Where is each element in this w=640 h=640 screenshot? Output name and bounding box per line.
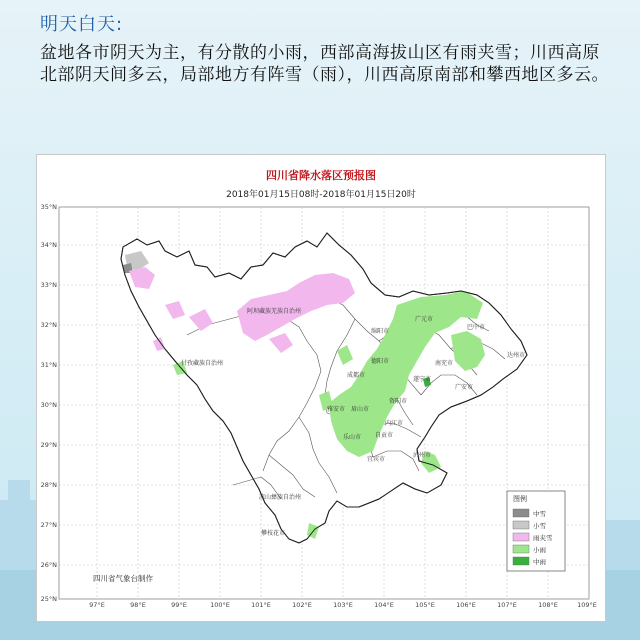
region-label-ziyang: 资阳市: [389, 398, 408, 405]
lat-label: 31°N: [40, 361, 57, 369]
map-canvas: [37, 155, 605, 621]
region-label-aba: 阿坝藏族羌族自治州: [247, 308, 302, 315]
forecast-heading: 明天白天:: [40, 14, 124, 35]
lat-label: 29°N: [40, 441, 57, 449]
region-label-guangyuan: 广元市: [415, 316, 434, 323]
latitude-labels: [41, 203, 58, 603]
longitude-labels: [89, 601, 597, 609]
legend-label: 中雨: [533, 558, 546, 566]
legend-label: 雨夹雪: [533, 534, 553, 542]
legend-swatch: [513, 521, 529, 529]
region-label-nanchong: 南充市: [435, 360, 454, 367]
legend-swatch: [513, 533, 529, 541]
lon-label: 102°E: [292, 601, 312, 609]
region-label-yibin: 宜宾市: [367, 456, 386, 463]
lon-label: 105°E: [415, 601, 435, 609]
legend-swatch: [513, 545, 529, 553]
forecast-description: 盆地各市阴天为主，有分散的小雨，西部高海拔山区有雨夹雪；川西高原北部阴天间多云，局部地方有阵雪（雨），川西高原南部和攀西地区多云。: [40, 43, 609, 85]
lat-label: 25°N: [40, 595, 57, 603]
legend-title: 图例: [513, 495, 527, 503]
lon-label: 107°E: [497, 601, 517, 609]
map-title: 四川省降水落区预报图: [266, 169, 376, 182]
lat-label: 33°N: [40, 281, 57, 289]
lat-label: 27°N: [40, 521, 57, 529]
region-label-deyang: 德阳市: [371, 358, 390, 365]
region-label-chengdu: 成都市: [347, 372, 366, 379]
region-label-zigong: 自贡市: [375, 432, 394, 439]
lon-label: 97°E: [89, 601, 105, 609]
lat-label: 34°N: [40, 241, 57, 249]
lon-label: 104°E: [374, 601, 394, 609]
lat-label: 32°N: [40, 321, 57, 329]
legend-label: 小雨: [533, 546, 546, 554]
lon-label: 100°E: [210, 601, 230, 609]
legend-swatch: [513, 509, 529, 517]
region-label-bazhong: 巴中市: [467, 324, 486, 331]
legend-label: 小雪: [533, 522, 546, 530]
lon-label: 106°E: [456, 601, 476, 609]
map-subtitle: 2018年01月15日08时-2018年01月15日20时: [226, 190, 416, 200]
lat-label: 26°N: [40, 561, 57, 569]
region-label-mianyang: 绵阳市: [371, 328, 390, 335]
lat-label: 30°N: [40, 401, 57, 409]
map-credit: 四川省气象台制作: [93, 574, 153, 583]
region-label-luzhou: 泸州市: [413, 452, 432, 459]
legend-swatch: [513, 557, 529, 565]
region-label-ganzi: 甘孜藏族自治州: [181, 360, 224, 367]
map-legend: [507, 491, 565, 571]
region-label-guangan: 广安市: [455, 384, 474, 391]
precipitation-forecast-map: [36, 154, 606, 622]
region-label-neijiang: 内江市: [385, 420, 404, 427]
region-label-dazhou: 达州市: [507, 352, 526, 359]
lon-label: 99°E: [171, 601, 187, 609]
lon-label: 109°E: [577, 601, 597, 609]
lon-label: 103°E: [333, 601, 353, 609]
lon-label: 108°E: [538, 601, 558, 609]
region-label-leshan: 乐山市: [343, 434, 362, 441]
lon-label: 98°E: [130, 601, 146, 609]
legend-label: 中雪: [533, 510, 546, 518]
region-label-yaan: 雅安市: [327, 406, 346, 413]
region-label-liangshan: 凉山彝族自治州: [259, 494, 302, 501]
lat-label: 28°N: [40, 481, 57, 489]
region-label-panzhihua: 攀枝花市: [261, 530, 286, 537]
lon-label: 101°E: [251, 601, 271, 609]
region-label-meishan: 眉山市: [351, 406, 370, 413]
region-label-suining: 遂宁市: [413, 376, 432, 383]
lat-label: 35°N: [40, 203, 57, 211]
